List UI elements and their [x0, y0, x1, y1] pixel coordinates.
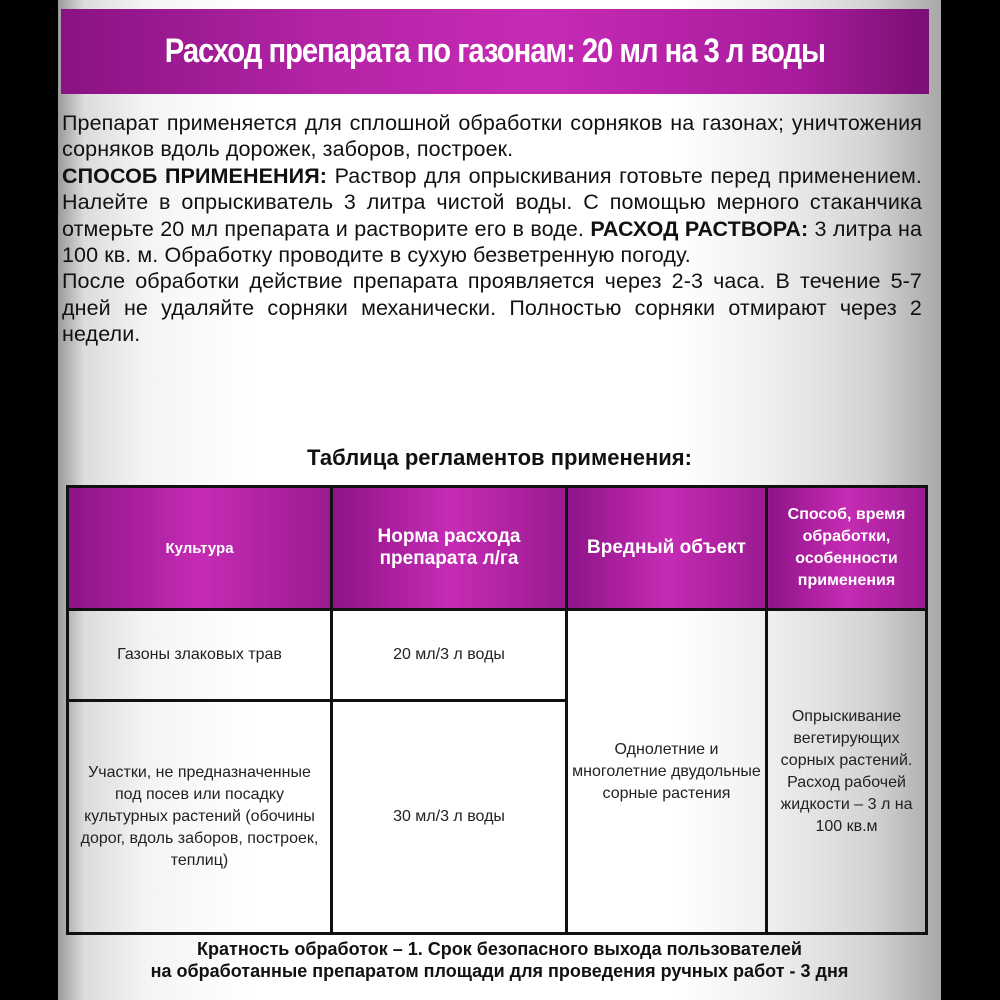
table-row [68, 610, 927, 701]
method-paragraph [62, 163, 922, 269]
purpose-paragraph: Препарат применяется для сплошной обработки сорняков на газонах; уничтожения сорняков вдоль дорожек, заборов, построек. [62, 111, 922, 162]
banner-title: Расход препарата по газонам: 20 мл на 3 л воды [164, 32, 826, 70]
header-dose: Норма расхода препарата л/га [332, 487, 567, 610]
table-header-row [68, 487, 927, 610]
dose-cell: 30 мл/3 л воды [332, 701, 567, 934]
header-pest: Вредный объект [567, 487, 767, 610]
crop-cell: Участки, не предназначенные под посев или посадку культурных растений (обочины дорог, вдоль заборов, построек, теплиц) [68, 701, 332, 934]
header-crop: Культура [68, 487, 332, 610]
dosage-banner [61, 9, 929, 94]
regulations-table [66, 485, 928, 935]
product-label [58, 0, 941, 1000]
consumption-label: РАСХОД РАСТВОРА: [590, 216, 809, 241]
footer-line-1: Кратность обработок – 1. Срок безопасного выхода пользователей [197, 939, 802, 959]
effect-paragraph: После обработки действие препарата проявляется через 2-3 часа. В течение 5-7 дней не удаляйте сорняки механически. Полностью сорняки отмирают через 2 недели. [62, 269, 922, 347]
method-text: Раствор для опрыскивания готовьте перед применением. Налейте в опрыскиватель 3 литра чистой воды. С помощью мерного стаканчика отмерьте 20 мл препарата и растворите его в воде. [62, 163, 922, 241]
method-cell: Опрыскивание вегетирующих сорных растений. Расход рабочей жидкости – 3 л на 100 кв.м [767, 610, 927, 934]
dose-cell: 20 мл/3 л воды [332, 610, 567, 701]
footer-line-2: на обработанные препаратом площади для проведения ручных работ - 3 дня [150, 961, 849, 981]
instructions-text [62, 110, 922, 348]
consumption-text: 3 литра на 100 кв. м. Обработку проводите в сухую безветренную погоду. [62, 216, 923, 268]
pest-cell: Однолетние и многолетние двудольные сорные растения [567, 610, 767, 934]
safety-footer [58, 938, 941, 982]
method-label: СПОСОБ ПРИМЕНЕНИЯ: [62, 163, 328, 188]
crop-cell: Газоны злаковых трав [68, 610, 332, 701]
table-title: Таблица регламентов применения: [307, 445, 692, 470]
header-method: Способ, время обработки, особенности применения [767, 487, 927, 610]
